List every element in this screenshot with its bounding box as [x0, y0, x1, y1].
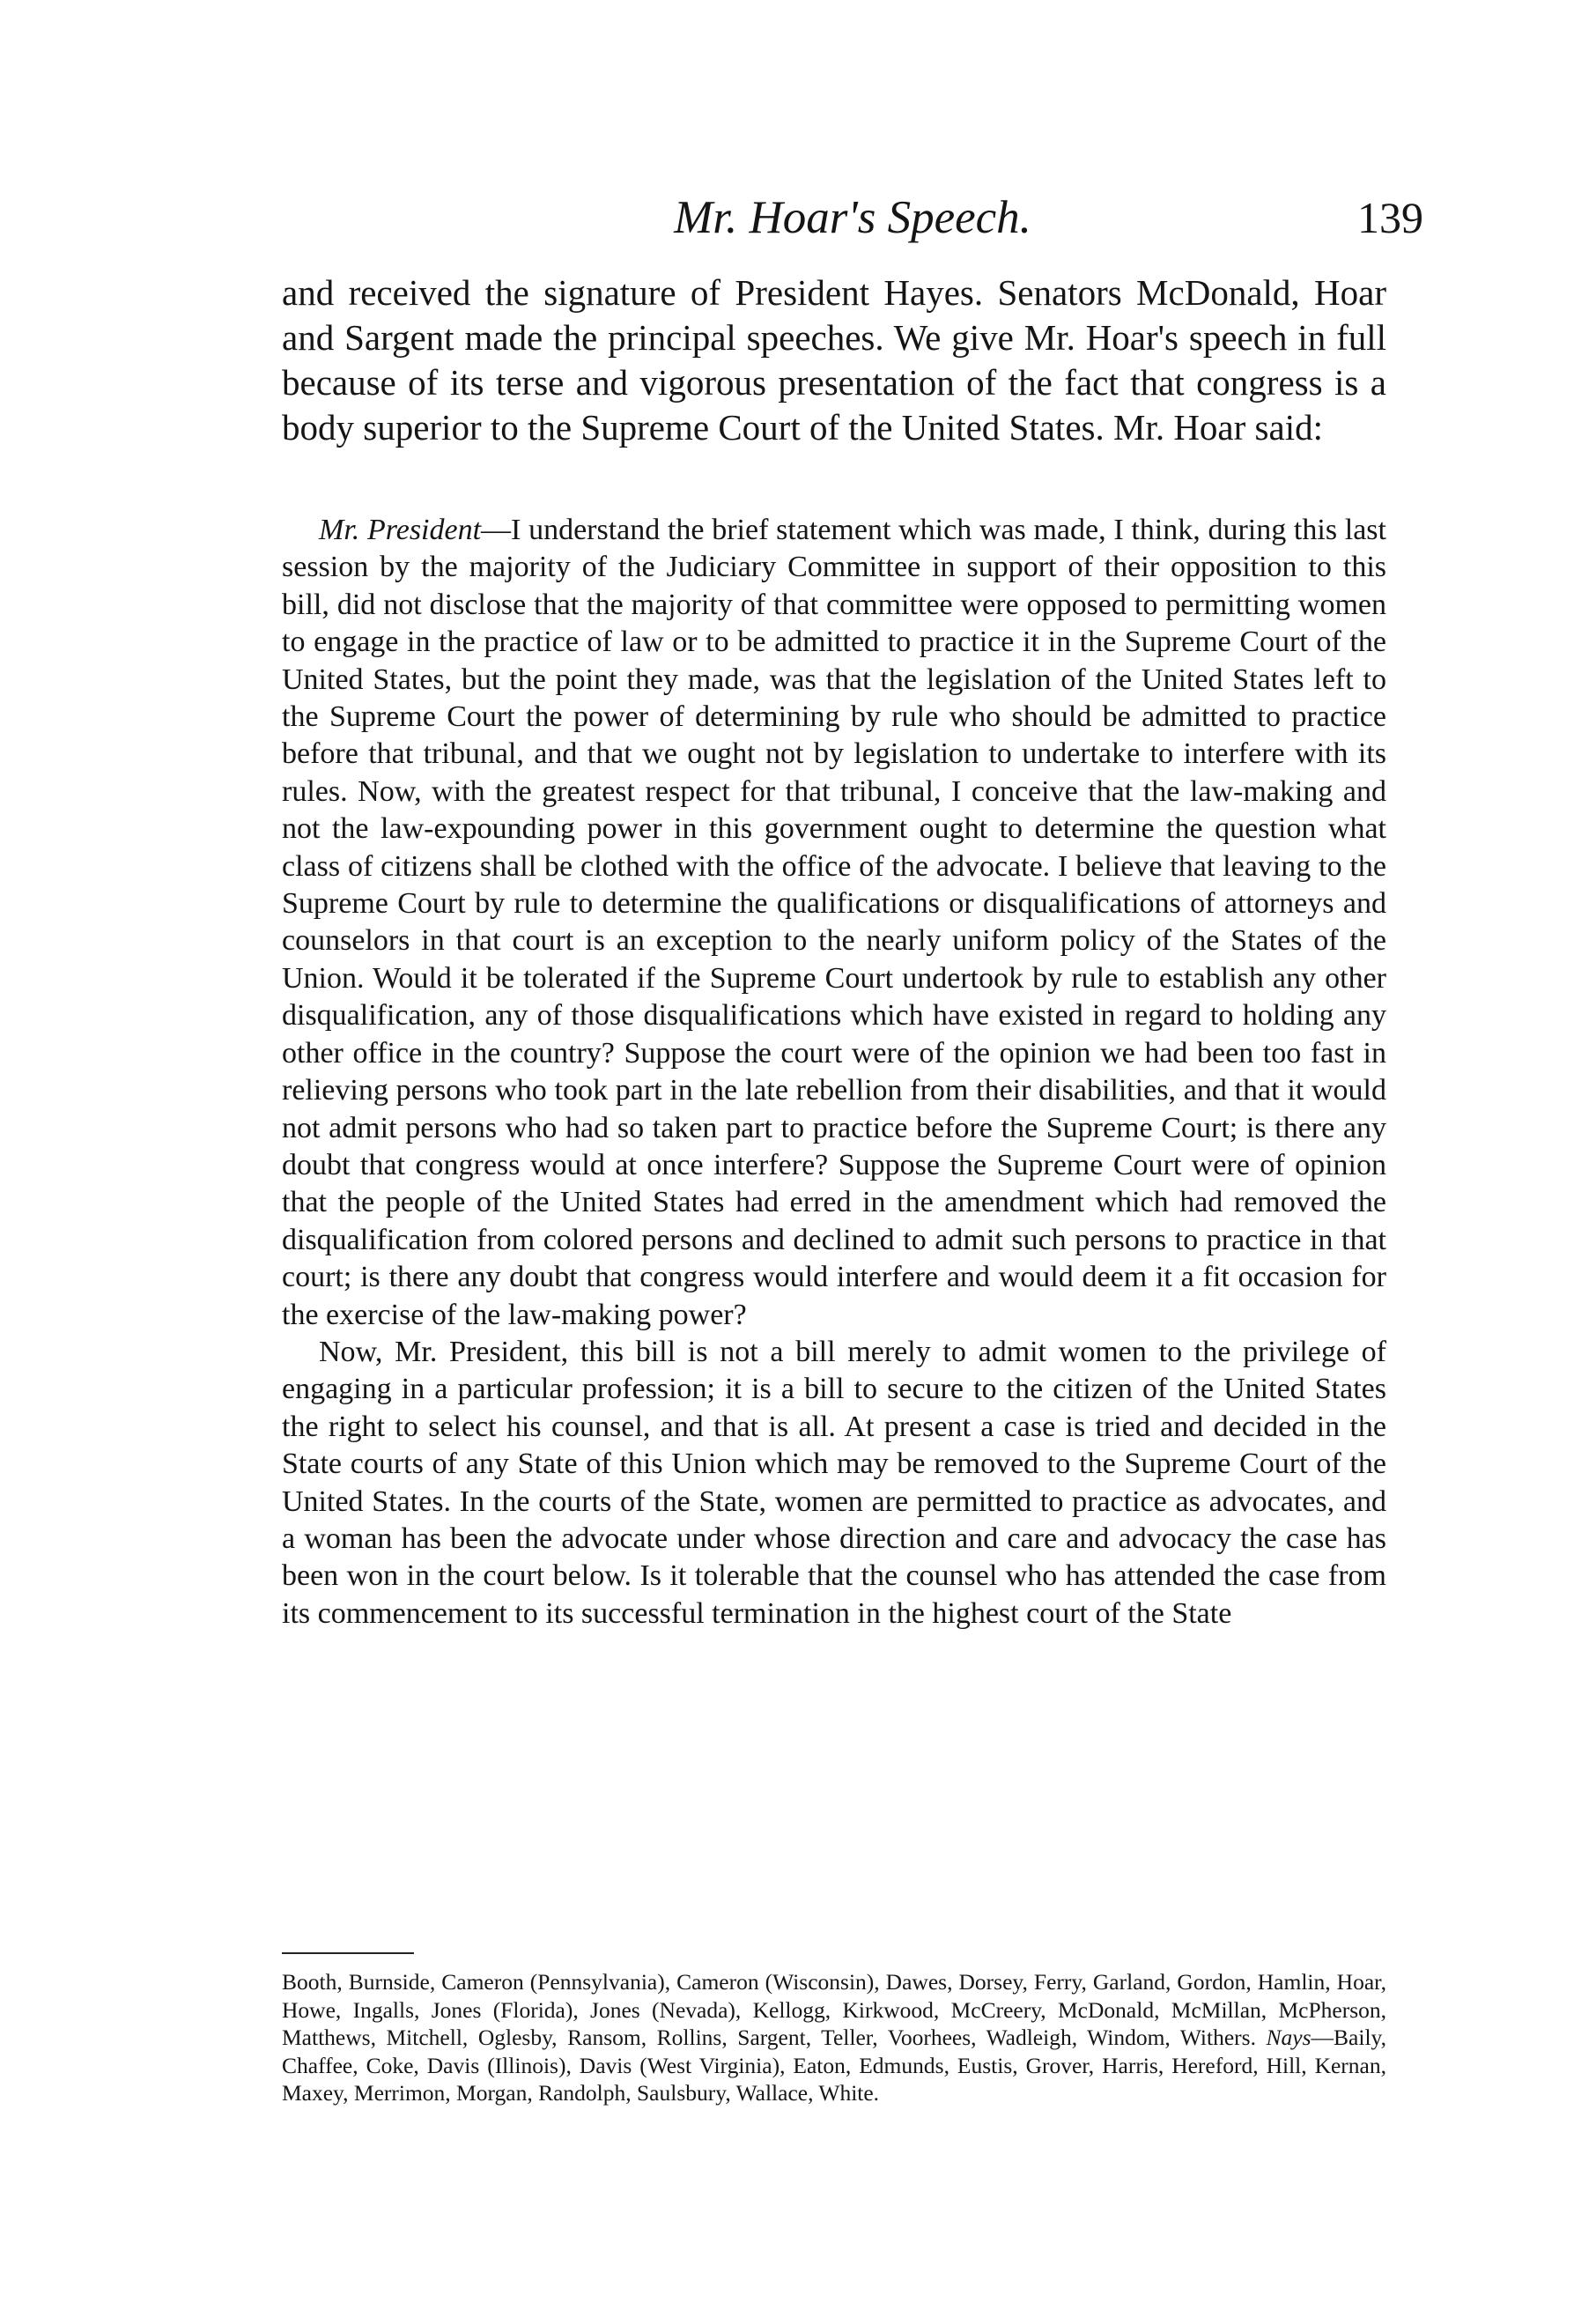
speech-paragraph-1-text: —I understand the brief statement which was made, I think, during this last session by the majority of the Judiciary Committee in support of their opposition to this bill, did not disclose that the majority of that committee were opposed to permitting women to engage in the practice of law or to be admitted to practice it in the Supreme Court of the United States, but the point they made, was that the legislation of the United States left to the Supreme Court the power of determining by rule who should be admitted to practice before that tribunal, and that we ought not by legislation to undertake to interfere with its rules. Now, with the greatest respect for that tribunal, I conceive that the law-making and not the law-expounding power in this government ought to determine the question what class of citizens shall be clothed with the office of the advocate. I believe that leaving to the Supreme Court by rule to determine the qualifications or disqualifications of attorneys and counselors in that court is an exception to the nearly uniform policy of the States of the Union. Would it be tolerated if the Supreme Court undertook by rule to establish any other disqualification, any of those disqualifications which have existed in regard to holding any other office in the country? Suppose the court were of the opinion we had been too fast in relieving persons who took part in the late rebellion from their disabilities, and that it would not admit persons who had so taken part to practice before the Supreme Court; is there any doubt that congress would at once interfere? Suppose the Supreme Court were of opinion that the people of the United States had erred in the amendment which had removed the disqualification from colored persons and declined to admit such persons to practice in that court; is there any doubt that congress would interfere and would deem it a fit occasion for the exercise of the law-making power? — [282, 514, 1386, 1331]
speech-paragraph-1 — [282, 512, 1386, 1334]
page-header — [282, 187, 1423, 248]
speaker-label: Mr. President — [319, 514, 482, 546]
footnote — [282, 1968, 1386, 2107]
footnote-rule — [282, 1952, 414, 1954]
footnote-nays-label: Nays — [1266, 2025, 1312, 2051]
running-head: Mr. Hoar's Speech. — [674, 192, 1031, 243]
footnote-text — [282, 1968, 1386, 2107]
speech-paragraph-2: Now, Mr. President, this bill is not a bill merely to admit women to the privilege of engaging in a particular profession; it is a bill to secure to the citizen of the United States the right to select his counsel, and that is all. At present a case is tried and decided in the State courts of any State of this Union which may be removed to the Supreme Court of the United States. In the courts of the State, women are permitted to practice as advocates, and a woman has been the advocate under whose direction and care and advocacy the case has been won in the court below. Is it tolerable that the counsel who has attended the case from its commencement to its successful termination in the highest court of the State — [282, 1335, 1386, 1630]
footnote-nays: —Baily, Chaffee, Coke, Davis (Illinois), Davis (West Virginia), Eaton, Edmunds, Eustis, Grover, Harris, Hereford, Hill, Kernan, Maxey, Merrimon, Morgan, Randolph, Saulsbury, Wallace, White. — [282, 2025, 1386, 2106]
speech-block — [282, 512, 1386, 1633]
intro-text: and received the signature of President Hayes. Senators McDonald, Hoar and Sargent made the principal speeches. We give Mr. Hoar's speech in full because of its terse and vigorous presentation of the fact that congress is a body superior to the Supreme Court of the United States. Mr. Hoar said: — [282, 272, 1386, 448]
intro-paragraph — [282, 270, 1386, 450]
page-number: 139 — [1357, 193, 1423, 242]
footnote-yeas: Booth, Burnside, Cameron (Pennsylvania), Cameron (Wisconsin), Dawes, Dorsey, Ferry, Garland, Gordon, Hamlin, Hoar, Howe, Ingalls, Jones (Florida), Jones (Nevada), Kellogg, Kirkwood, McCreery, McDonald, McMillan, McPherson, Matthews, Mitchell, Oglesby, Ransom, Rollins, Sargent, Teller, Voorhees, Wadleigh, Windom, Withers. — [282, 1969, 1386, 2051]
